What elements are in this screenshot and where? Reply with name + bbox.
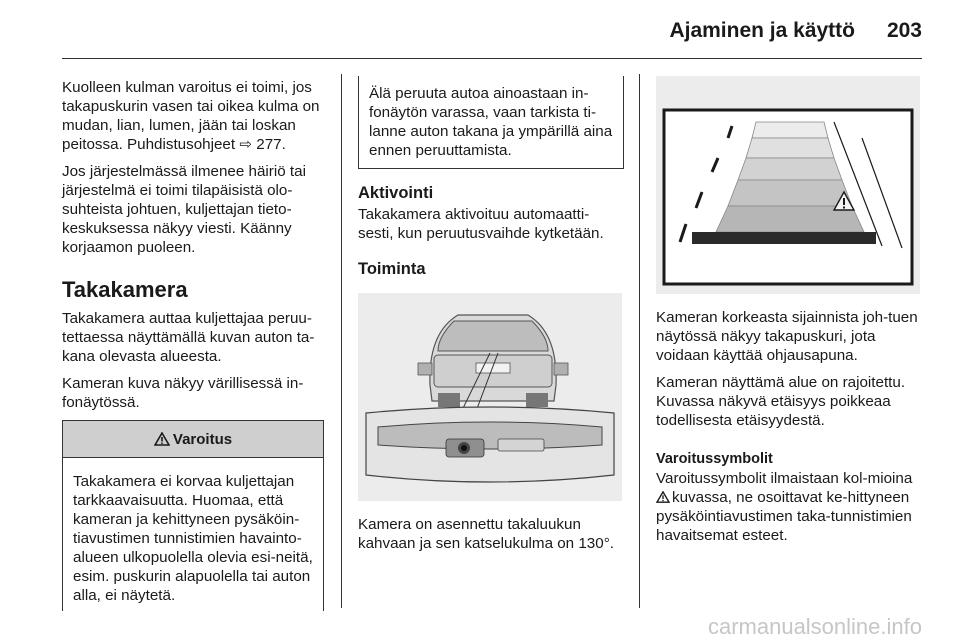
column-divider-1 (341, 74, 342, 608)
paragraph-malfunction: Jos järjestelmässä ilmenee häiriö tai järjestelmä ei toimi tilapäisistä olo-suhteista johtuen, kuljettajan tieto-keskuksessa näkyy viesti. Käänny korjaamon puoleen. (62, 163, 306, 256)
reference-arrow-icon: ⇨ (239, 136, 253, 153)
camera-display-image (656, 76, 920, 294)
warning-triangle-icon (656, 491, 670, 503)
paragraph-display: Kameran kuva näkyy värillisessä in-fonäytössä. (62, 375, 304, 411)
column-2 (358, 76, 624, 561)
warning-body: Takakamera ei korvaa kuljettajan tarkkaavaisuutta. Huomaa, että kameran ja kehittyneen pysäköin-tiavustimen tunnistimien havainto-alueen ulkopuolella olevia esi-neitä, esim. puskurin alapuolella tai auton alla, ei näytetä. (73, 473, 313, 604)
paragraph-blind-spot: Kuolleen kulman varoitus ei toimi, jos takapuskurin vasen tai oikea kulma on mudan, lian, lumen, jään tai loskan peitossa. Puhdistusohjeet ⇨ 277. (62, 79, 320, 153)
warning-triangle-icon (154, 432, 170, 446)
section-title: Takakamera (62, 277, 188, 302)
column-3 (656, 76, 922, 553)
paragraph-limited-area: Kameran näyttämä alue on rajoitettu. Kuvassa näkyvä etäisyys poikkeaa todellisesta etäisyydestä. (656, 374, 906, 429)
warning-header (63, 421, 323, 458)
page-header (0, 0, 960, 60)
camera-location-illustration (358, 293, 624, 501)
heading-warning-symbols: Varoitussymbolit (656, 451, 773, 467)
heading-activation: Aktivointi (358, 184, 434, 202)
paragraph-caption: Kamera on asennettu takaluukun kahvaan ja sen katselukulma on 130°. (358, 516, 614, 552)
chapter-title: Ajaminen ja käyttö (669, 19, 855, 42)
heading-function: Toiminta (358, 260, 426, 278)
warning-continuation-box: Älä peruuta autoa ainoastaan in-fonäytön varassa, vaan tarkista ti-lanne auton takana ja ympärillä aina ennen peruuttamista. (358, 76, 624, 169)
camera-view-illustration (656, 76, 922, 294)
paragraph-activation: Takakamera aktivoituu automaatti-sesti, kun peruutusvaihde kytketään. (358, 206, 604, 242)
page-number: 203 (886, 19, 922, 42)
car-rear-camera-image (358, 293, 622, 501)
paragraph-intro: Takakamera auttaa kuljettajaa peruu-tettaessa näyttämällä kuvan auton ta-kana olevasta alueesta. (62, 310, 315, 365)
column-divider-2 (639, 74, 640, 608)
warning-title: Varoitus (172, 430, 233, 448)
paragraph-bumper: Kameran korkeasta sijainnista joh-tuen näytössä näkyy takapuskuri, jota voidaan käyttää ohjausapuna. (656, 309, 918, 364)
page-reference-link[interactable]: 277. (256, 136, 286, 153)
column-1 (62, 78, 324, 611)
paragraph-warning-symbols: Varoitussymbolit ilmaistaan kol-mioina kuvassa, ne osoittavat ke-hittyneen pysäköintiavustimen taka-tunnistimien havaitsemat esteet. (656, 470, 913, 544)
warning-box (62, 420, 324, 611)
header-rule (62, 58, 922, 59)
watermark: carmanualsonline.info (707, 614, 922, 639)
